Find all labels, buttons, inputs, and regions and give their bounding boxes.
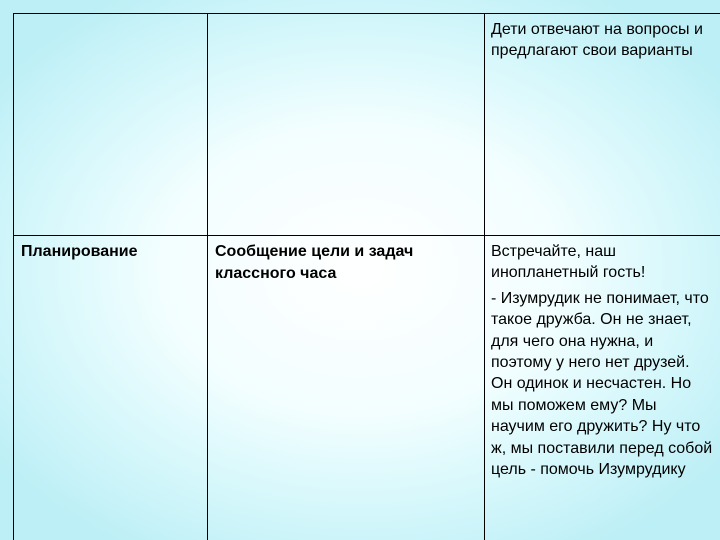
teacher-activity-cell	[208, 14, 485, 236]
lesson-plan-table	[13, 13, 720, 540]
stage-text	[14, 14, 207, 19]
teacher-activity-text	[208, 14, 484, 19]
table-row	[14, 236, 720, 540]
teacher-activity-text: Сообщение цели и задач классного часа	[215, 243, 414, 282]
stage-cell	[14, 14, 208, 236]
student-activity-cell	[485, 236, 720, 540]
stage-text: Планирование	[21, 243, 138, 260]
student-activity-story: - Изумрудик не понимает, что такое дружба. Он не знает, для чего она нужна, и поэтому у него нет друзей. Он одинок и несчастен. Но мы поможем ему? Мы научим его дружить? Ну что ж, мы поставили перед собой цель - помочь Изумрудику	[491, 289, 713, 479]
student-activity-cell	[485, 14, 720, 236]
student-activity-block	[485, 236, 720, 480]
student-activity-text: Дети отвечают на вопросы и предлагают свои варианты	[491, 21, 703, 60]
student-activity-greeting: Встречайте, наш инопланетный гость!	[491, 243, 646, 282]
table-row	[14, 14, 720, 236]
stage-cell	[14, 236, 208, 540]
teacher-activity-cell	[208, 236, 485, 540]
